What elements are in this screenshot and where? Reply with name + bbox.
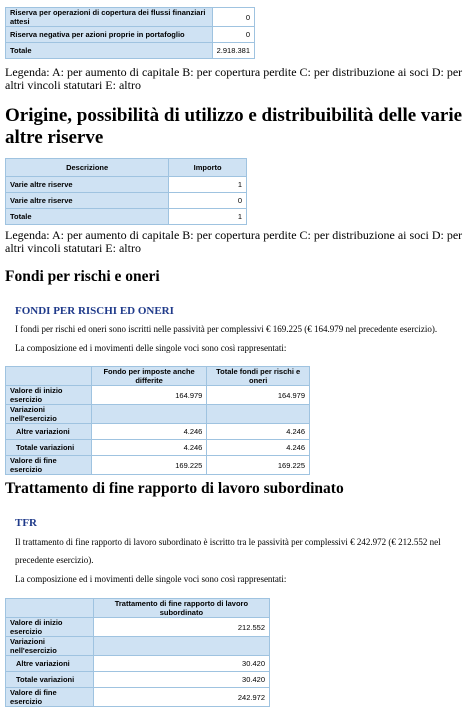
table-row	[6, 27, 255, 43]
paragraph: La composizione ed i movimenti delle singole voci sono così rappresentati:	[15, 574, 287, 584]
column-header: Descrizione	[6, 159, 169, 177]
legend: Legenda: A: per aumento di capitale B: per copertura perdite C: per distribuzione ai soci D: per altri vincoli statutari E: altro	[5, 228, 463, 255]
legend: Legenda: A: per aumento di capitale B: per copertura perdite C: per distribuzione ai soci D: per altri vincoli statutari E: altro	[5, 65, 463, 92]
table-header-row	[6, 159, 247, 177]
row-label: Valore di inizio esercizio	[6, 618, 94, 637]
table-row	[6, 386, 310, 405]
section-heading: Fondi per rischi e oneri	[5, 268, 160, 285]
table-row	[6, 43, 255, 59]
row-label: Totale variazioni	[6, 440, 92, 456]
row-value: 30.420	[93, 672, 269, 688]
table-row	[6, 8, 255, 27]
row-value: 2.918.381	[212, 43, 254, 59]
row-value: 212.552	[93, 618, 269, 637]
row-value: 164.979	[91, 386, 207, 405]
row-value	[93, 637, 269, 656]
table-header-row	[6, 367, 310, 386]
row-value: 4.246	[207, 440, 310, 456]
row-label: Valore di inizio esercizio	[6, 386, 92, 405]
row-label: Altre variazioni	[6, 656, 94, 672]
row-label: Totale variazioni	[6, 672, 94, 688]
row-value: 0	[169, 193, 247, 209]
row-label: Variazioni nell'esercizio	[6, 637, 94, 656]
row-value: 1	[169, 209, 247, 225]
table-row	[6, 193, 247, 209]
row-value: 0	[212, 27, 254, 43]
row-value: 4.246	[91, 424, 207, 440]
fondi-table	[5, 366, 310, 475]
row-value: 169.225	[91, 456, 207, 475]
sub-heading: FONDI PER RISCHI ED ONERI	[15, 305, 174, 317]
row-value	[207, 405, 310, 424]
table-row	[6, 177, 247, 193]
paragraph: precedente esercizio).	[15, 555, 94, 565]
paragraph: La composizione ed i movimenti delle singole voci sono così rappresentati:	[15, 343, 287, 353]
row-label: Altre variazioni	[6, 424, 92, 440]
row-value: 164.979	[207, 386, 310, 405]
table-row	[6, 424, 310, 440]
table-row	[6, 618, 270, 637]
row-value: 4.246	[91, 440, 207, 456]
row-value: 242.972	[93, 688, 269, 707]
table-row	[6, 456, 310, 475]
row-value	[91, 405, 207, 424]
row-label: Valore di fine esercizio	[6, 456, 92, 475]
row-label: Riserva negativa per azioni proprie in portafoglio	[6, 27, 213, 43]
table-row	[6, 637, 270, 656]
column-header: Trattamento di fine rapporto di lavoro subordinato	[93, 599, 269, 618]
table-row	[6, 656, 270, 672]
paragraph: Il trattamento di fine rapporto di lavoro subordinato è iscritto tra le passività per complessivi € 242.972 (€ 212.552 nel	[15, 537, 441, 547]
row-value: 30.420	[93, 656, 269, 672]
row-label: Valore di fine esercizio	[6, 688, 94, 707]
column-header: Fondo per imposte anche differite	[91, 367, 207, 386]
row-label: Riserva per operazioni di copertura dei flussi finanziari attesi	[6, 8, 213, 27]
row-label: Varie altre riserve	[6, 177, 169, 193]
paragraph: I fondi per rischi ed oneri sono iscritti nelle passività per complessivi € 169.225 (€ 164.979 nel precedente esercizio).	[15, 324, 438, 334]
row-label: Varie altre riserve	[6, 193, 169, 209]
table-row	[6, 688, 270, 707]
altre-riserve-table	[5, 158, 247, 225]
tfr-table	[5, 598, 270, 707]
column-header: Importo	[169, 159, 247, 177]
column-header	[6, 599, 94, 618]
riserve-table	[5, 7, 255, 59]
row-value: 169.225	[207, 456, 310, 475]
table-row	[6, 672, 270, 688]
column-header	[6, 367, 92, 386]
table-row	[6, 440, 310, 456]
table-row	[6, 209, 247, 225]
table-row	[6, 405, 310, 424]
section-heading: Trattamento di fine rapporto di lavoro subordinato	[5, 480, 344, 497]
row-value: 4.246	[207, 424, 310, 440]
section-heading: Origine, possibilità di utilizzo e distribuibilità delle varie altre riserve	[5, 105, 463, 148]
row-value: 0	[212, 8, 254, 27]
row-label: Totale	[6, 209, 169, 225]
row-value: 1	[169, 177, 247, 193]
table-header-row	[6, 599, 270, 618]
sub-heading: TFR	[15, 517, 37, 529]
column-header: Totale fondi per rischi e oneri	[207, 367, 310, 386]
row-label: Variazioni nell'esercizio	[6, 405, 92, 424]
row-label: Totale	[6, 43, 213, 59]
